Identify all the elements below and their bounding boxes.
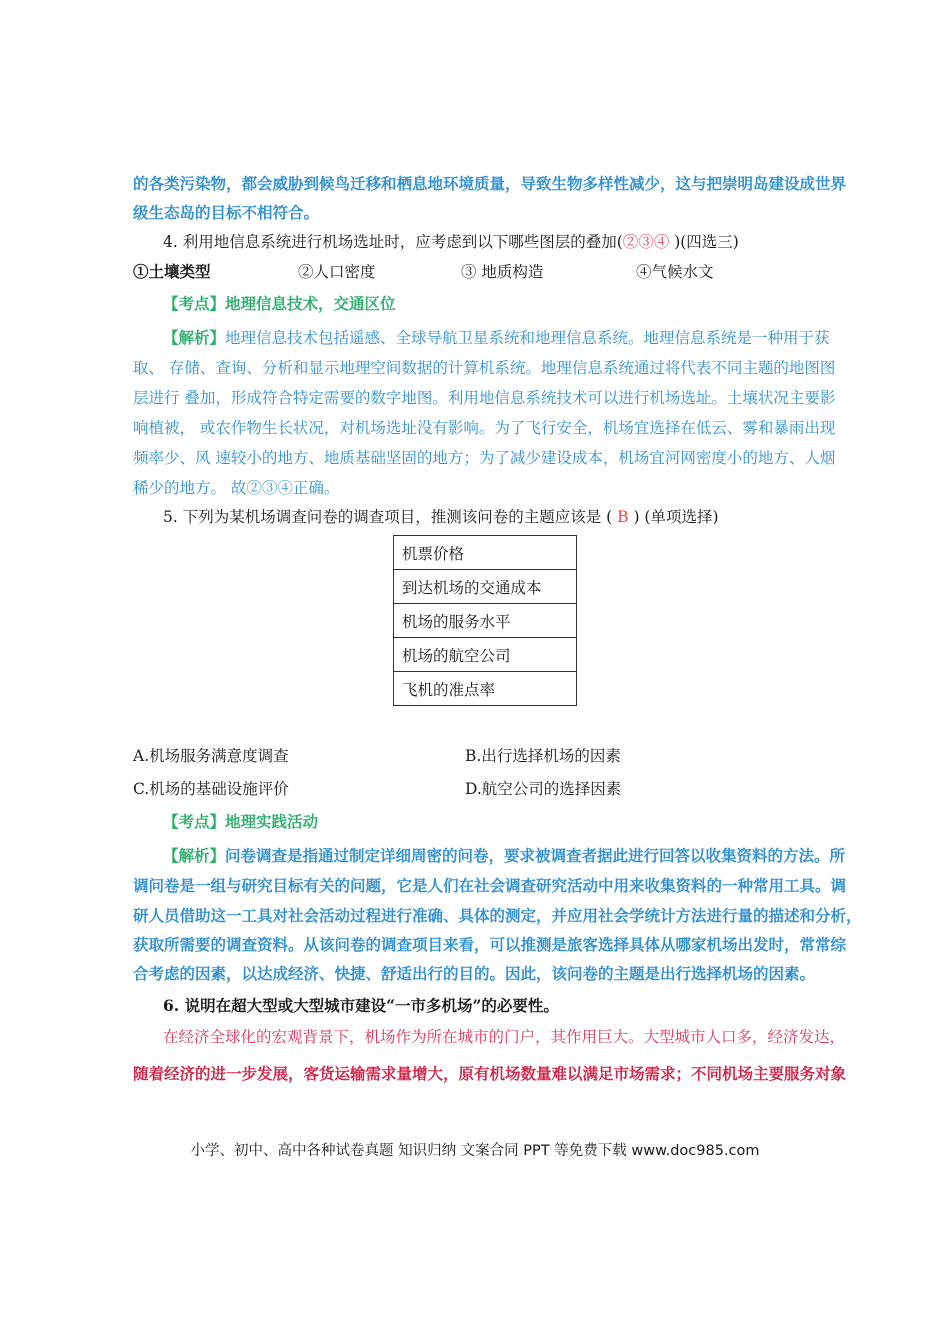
q6-answer-line-2: 随着经济的进一步发展，客货运输需求量增大，原有机场数量难以满足市场需求；不同机场主要服务对象: [133, 1064, 847, 1083]
table-cell: 到达机场的交通成本: [394, 570, 577, 604]
table-row: [394, 604, 577, 638]
q4-option-3: ③ 地质构造: [461, 263, 544, 281]
q4-jiexi-line-2: 取、 存储、查询、分析和显示地理空间数据的计算机系统。地理信息系统通过将代表不同主题的地图图: [133, 359, 836, 377]
page-footer: 小学、初中、高中各种试卷真题 知识归纳 文案合同 PPT 等免费下载 www.doc985.com: [190, 1143, 760, 1159]
table-cell: 机票价格: [394, 536, 577, 570]
q5-answer: B: [612, 508, 634, 526]
q4-kaodian: 【考点】地理信息技术，交通区位: [163, 294, 396, 313]
q5-stem-text: 5. 下列为某机场调查问卷的调查项目，推测该问卷的主题应该是 (: [163, 508, 613, 526]
q5-option-b: B.出行选择机场的因素: [465, 747, 621, 765]
q4-jiexi-line-6: 稀少的地方。 故②③④正确。: [133, 479, 340, 497]
top-para-line-2: 级生态岛的目标不相符合。: [133, 203, 320, 222]
q5-option-a: A.机场服务满意度调查: [133, 747, 289, 765]
table-cell: 飞机的准点率: [394, 672, 577, 706]
q4-jiexi-line-4: 响植被， 或农作物生长状况，对机场选址没有影响。为了飞行安全，机场宜选择在低云、雾和暴雨出现: [133, 419, 836, 437]
q4-answer: ②③④: [622, 233, 670, 251]
top-para-line-1: 的各类污染物，都会威胁到候鸟迁移和栖息地环境质量，导致生物多样性减少，这与把崇明岛建设成世界: [133, 174, 847, 193]
q4-stem-text: 4. 利用地信息系统进行机场选址时，应考虑到以下哪些图层的叠加(: [163, 233, 623, 251]
survey-table: [393, 535, 577, 706]
q4-option-1: ①土壤类型: [133, 262, 211, 281]
q5-kaodian: 【考点】地理实践活动: [163, 812, 319, 831]
q5-jiexi-line-4: 获取所需要的调查资料。从该问卷的调查项目来看，可以推测是旅客选择具体从哪家机场出发时，常常综: [133, 935, 847, 954]
q5-stem: [163, 507, 863, 527]
q5-jiexi-line-5: 合考虑的因素，以达成经济、快捷、舒适出行的目的。因此，该问卷的主题是出行选择机场的因素。: [133, 964, 816, 983]
q5-jiexi-label: 【解析】: [163, 846, 226, 865]
q5-option-d: D.航空公司的选择因素: [465, 780, 622, 798]
table-row: [394, 638, 577, 672]
q4-option-4: ④气候水文: [636, 263, 714, 281]
q5-option-c: C.机场的基础设施评价: [133, 780, 289, 798]
table-cell: 机场的航空公司: [394, 638, 577, 672]
q4-jiexi-text-1: 地理信息技术包括遥感、全球导航卫星系统和地理信息系统。地理信息系统是一种用于获: [225, 329, 830, 347]
table-cell: 机场的服务水平: [394, 604, 577, 638]
q4-jiexi-line-3: 层进行 叠加，形成符合特定需要的数字地图。利用地信息系统技术可以进行机场选址。土壤状况主要影: [133, 389, 836, 407]
q5-jiexi-line-3: 研人员借助这一工具对社会活动过程进行准确、具体的测定，并应用社会学统计方法进行量的描述和分析，: [133, 906, 862, 925]
q4-option-2: ②人口密度: [298, 263, 376, 281]
q4-jiexi-label: 【解析】: [163, 328, 226, 347]
q5-jiexi-line-1: [163, 846, 863, 866]
q4-jiexi-line-1: [163, 328, 863, 348]
q4-stem: [163, 232, 863, 252]
q6-stem: 6. 说明在超大型或大型城市建设“一市多机场”的必要性。: [163, 996, 559, 1015]
q4-stem-tail: )(四选三): [669, 233, 739, 251]
q6-answer-line-1: 在经济全球化的宏观背景下，机场作为所在城市的门户，其作用巨大。大型城市人口多，经济发达，: [163, 1028, 846, 1046]
table-row: [394, 672, 577, 706]
table-row: [394, 570, 577, 604]
table-row: [394, 536, 577, 570]
q5-jiexi-line-2: 调问卷是一组与研究目标有关的问题，它是人们在社会调查研究活动中用来收集资料的一种常用工具。调: [133, 876, 847, 895]
q5-jiexi-text-1: 问卷调查是指通过制定详细周密的问卷，要求被调查者据此进行回答以收集资料的方法。所: [225, 846, 846, 865]
q5-stem-tail: ) (单项选择): [633, 508, 719, 526]
q4-jiexi-line-5: 频率少、风 速较小的地方、地质基础坚固的地方；为了减少建设成本，机场宜河网密度小的地方、人烟: [133, 449, 836, 467]
